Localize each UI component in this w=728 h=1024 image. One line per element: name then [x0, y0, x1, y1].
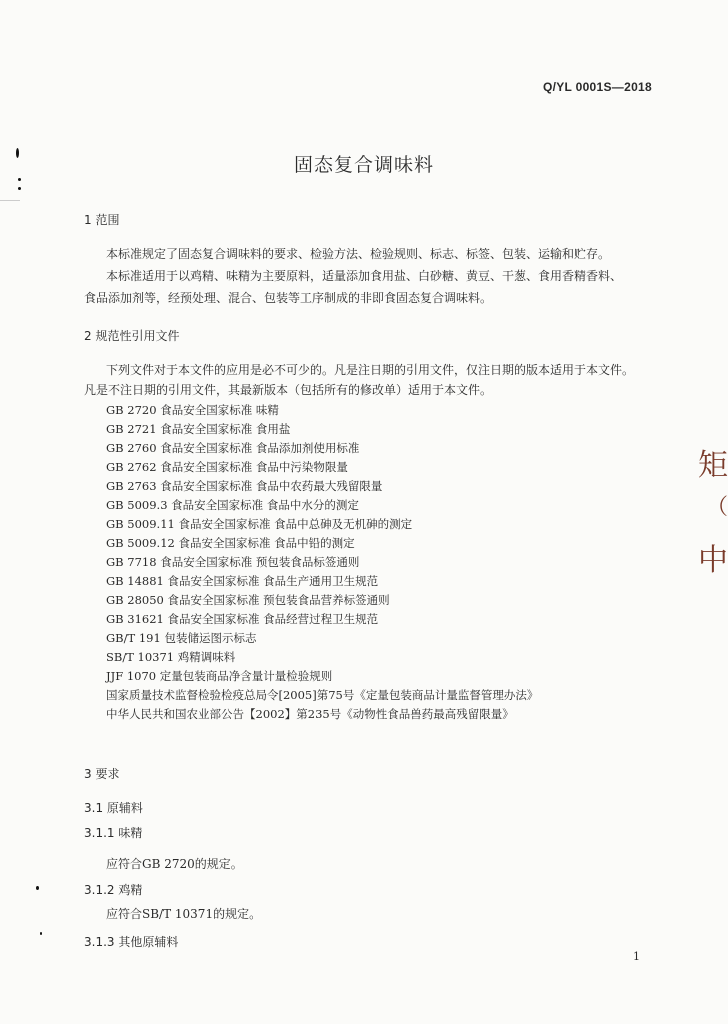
reference-item: GB 5009.12 食品安全国家标准 食品中铅的测定 [106, 536, 355, 550]
section-1-heading: 1 范围 [84, 213, 120, 227]
reference-item: GB 5009.3 食品安全国家标准 食品中水分的测定 [106, 498, 359, 512]
section-2-heading: 2 规范性引用文件 [84, 329, 180, 343]
scan-line [0, 200, 20, 201]
paragraph: 食品添加剂等，经预处理、混合、包装等工序制成的非即食固态复合调味料。 [84, 291, 493, 305]
scan-mark [18, 178, 21, 181]
reference-item: GB 31621 食品安全国家标准 食品经营过程卫生规范 [106, 612, 379, 626]
reference-item: SB/T 10371 鸡精调味料 [106, 650, 236, 664]
reference-item: JJF 1070 定量包装商品净含量计量检验规则 [106, 669, 333, 683]
scan-mark [40, 932, 42, 935]
reference-item: GB 14881 食品安全国家标准 食品生产通用卫生规范 [106, 574, 379, 588]
edge-fragment: 矩 [698, 448, 728, 483]
scan-mark [16, 148, 19, 158]
subsection-3-1-3-heading: 3.1.3 其他原辅料 [84, 935, 179, 949]
reference-item: GB 2760 食品安全国家标准 食品添加剂使用标准 [106, 441, 360, 455]
paragraph: 应符合SB/T 10371的规定。 [106, 907, 262, 921]
reference-item: GB 7718 食品安全国家标准 预包装食品标签通则 [106, 555, 360, 569]
page-number: 1 [633, 950, 640, 963]
reference-item: 国家质量技术监督检验检疫总局令[2005]第75号《定量包装商品计量监督管理办法》 [106, 688, 539, 702]
subsection-3-1-heading: 3.1 原辅料 [84, 801, 143, 815]
paragraph: 应符合GB 2720的规定。 [106, 857, 243, 871]
subsection-3-1-2-heading: 3.1.2 鸡精 [84, 883, 143, 897]
reference-item: GB 2763 食品安全国家标准 食品中农药最大残留限量 [106, 479, 383, 493]
edge-fragment: （ [705, 495, 728, 520]
standard-code: Q/YL 0001S—2018 [542, 80, 652, 94]
scan-mark [18, 187, 21, 190]
paragraph: 本标准适用于以鸡精、味精为主要原料，适量添加食用盐、白砂糖、黄豆、干葱、食用香精香料、 [106, 269, 623, 283]
edge-fragment: 中 [698, 543, 728, 578]
reference-item: GB 5009.11 食品安全国家标准 食品中总砷及无机砷的测定 [106, 517, 413, 531]
reference-item: GB 2721 食品安全国家标准 食用盐 [106, 422, 291, 436]
reference-item: 中华人民共和国农业部公告【2002】第235号《动物性食品兽药最高残留限量》 [106, 707, 514, 721]
reference-item: GB 2720 食品安全国家标准 味精 [106, 403, 279, 417]
reference-item: GB 28050 食品安全国家标准 预包装食品营养标签通则 [106, 593, 390, 607]
subsection-3-1-1-heading: 3.1.1 味精 [84, 826, 143, 840]
section-3-heading: 3 要求 [84, 767, 120, 781]
paragraph: 下列文件对于本文件的应用是必不可少的。凡是注日期的引用文件，仅注日期的版本适用于本文件。 [106, 363, 635, 377]
reference-item: GB/T 191 包装储运图示标志 [106, 631, 257, 645]
scan-mark [36, 886, 39, 890]
paragraph: 凡是不注日期的引用文件，其最新版本（包括所有的修改单）适用于本文件。 [84, 383, 493, 397]
paragraph: 本标准规定了固态复合调味料的要求、检验方法、检验规则、标志、标签、包装、运输和贮存。 [106, 247, 611, 261]
document-title: 固态复合调味料 [293, 154, 434, 176]
reference-item: GB 2762 食品安全国家标准 食品中污染物限量 [106, 460, 348, 474]
